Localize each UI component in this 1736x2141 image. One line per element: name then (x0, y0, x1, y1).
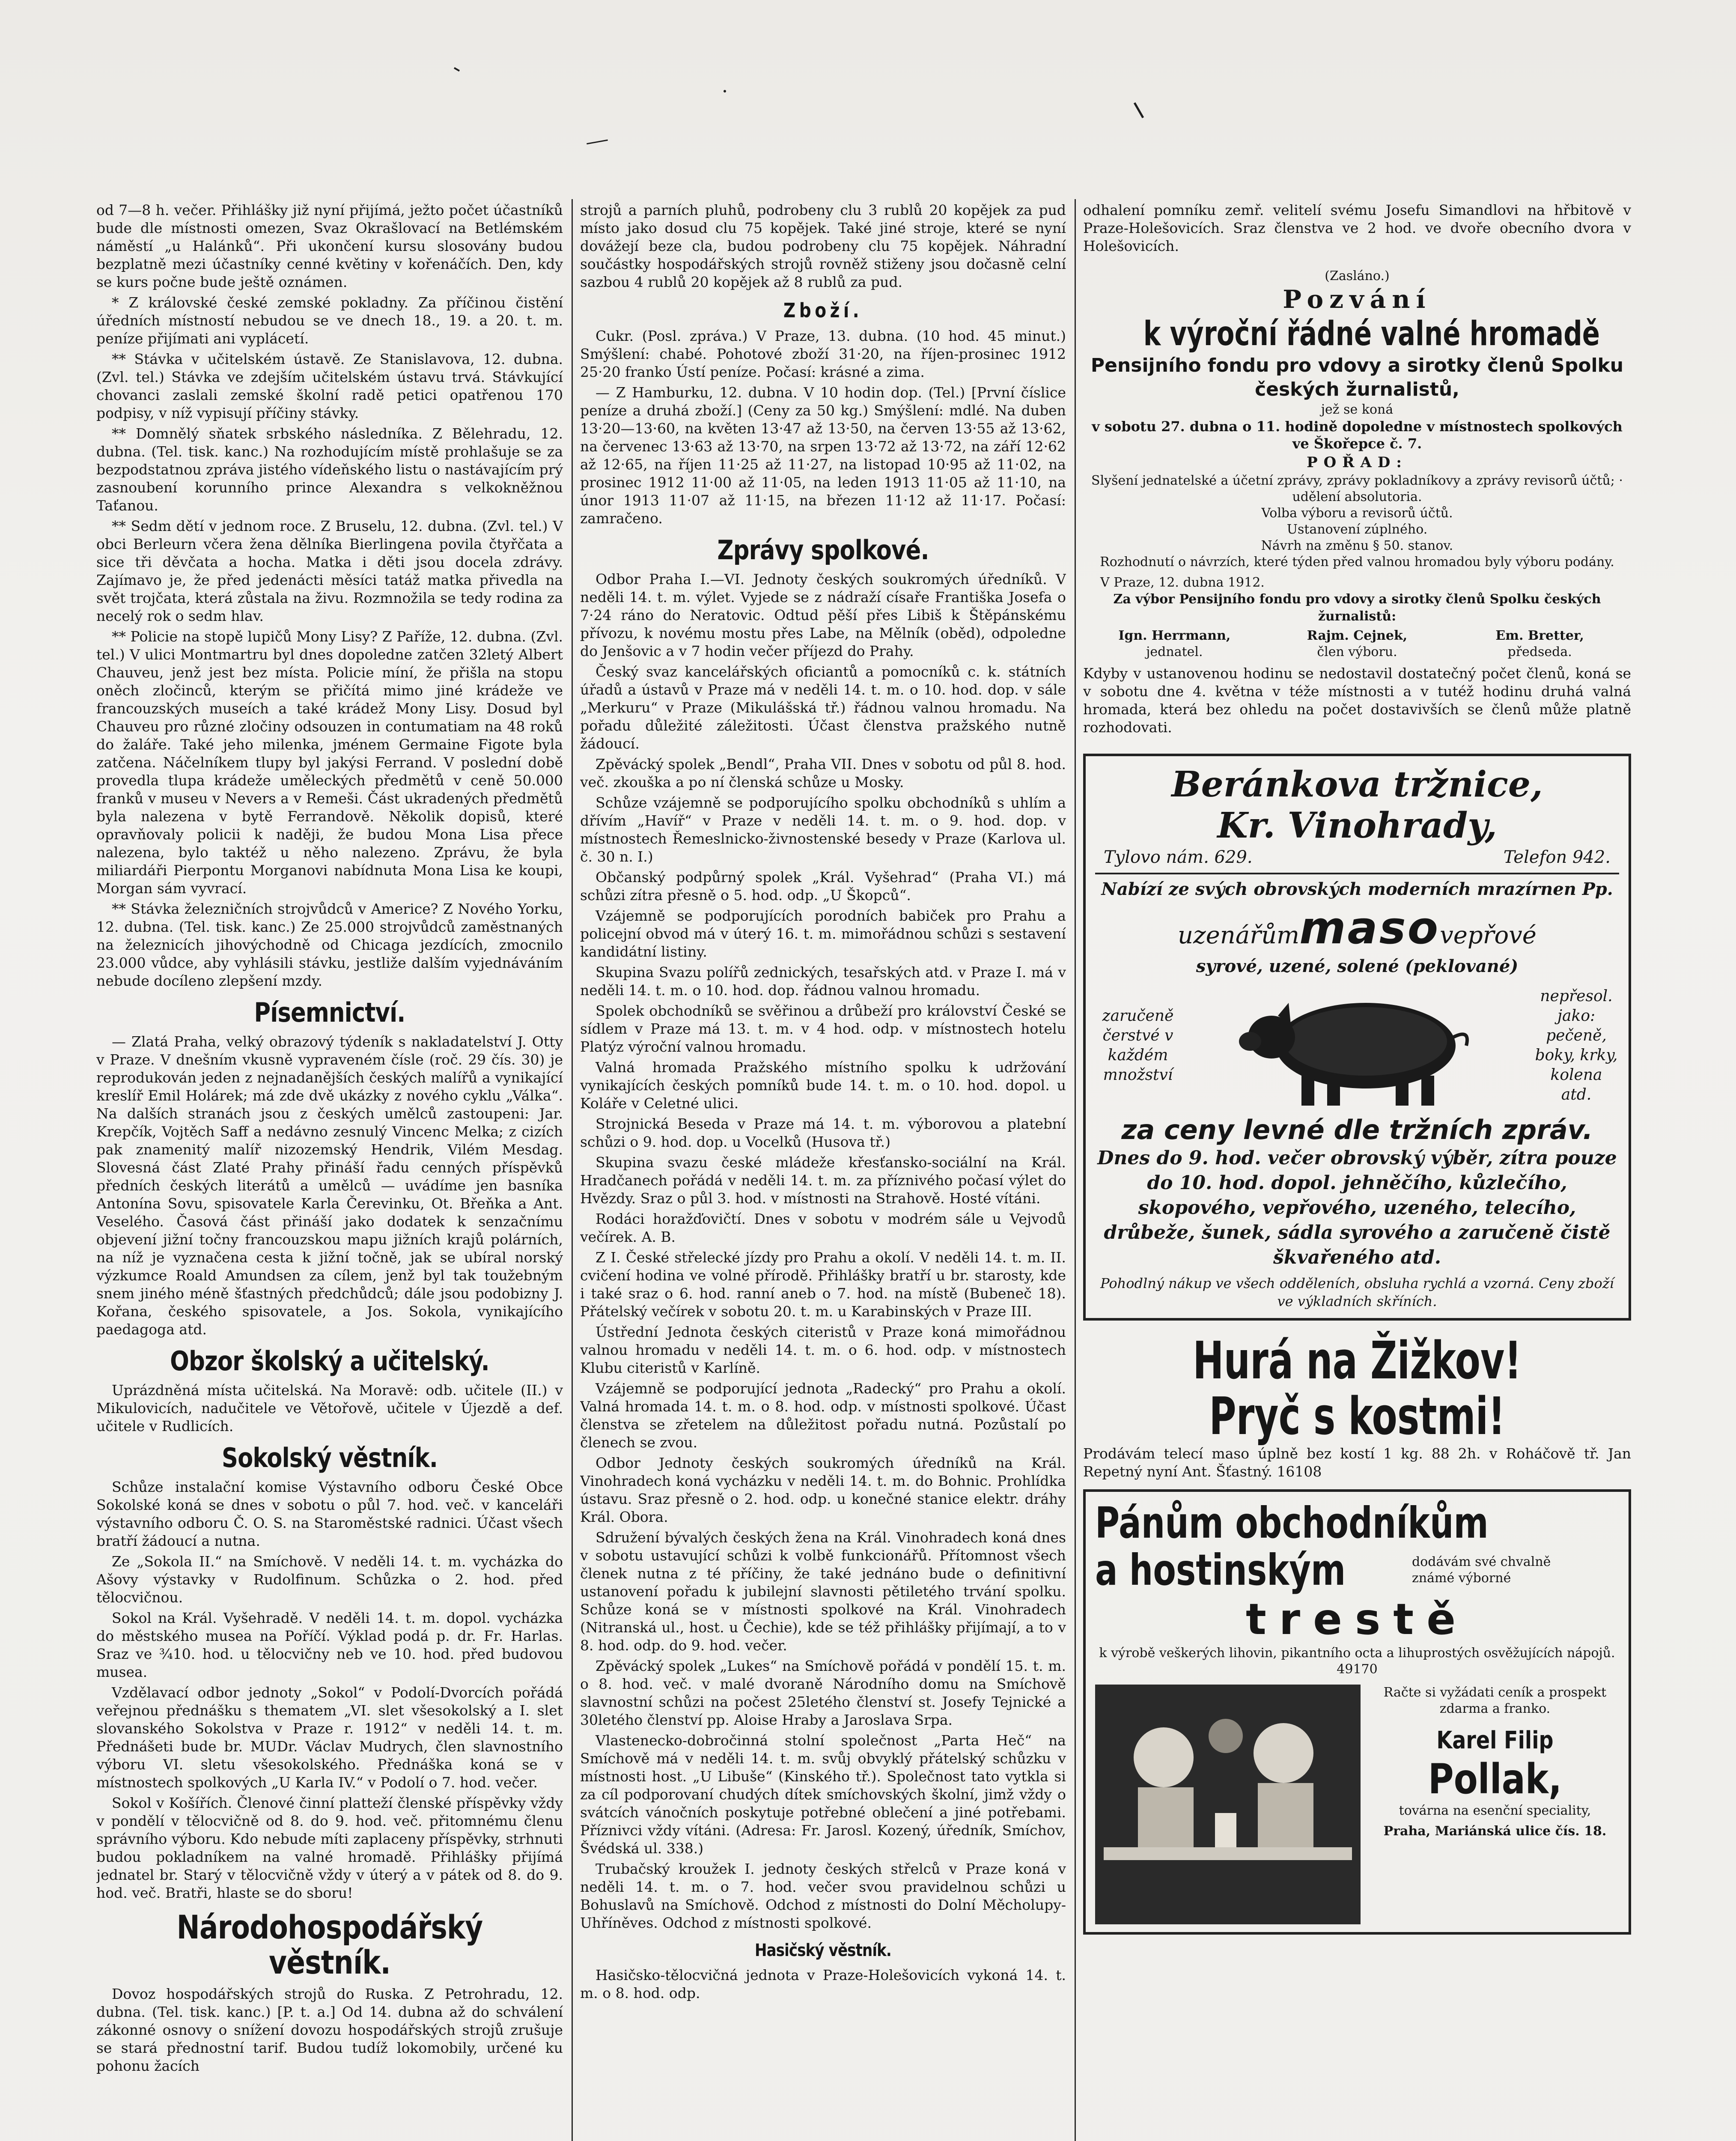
ad-right-text: nepřesol. jako: pečeně, boky, krky, kolena atd. (1535, 987, 1618, 1103)
notice-signers (1083, 628, 1631, 660)
club-notice: Trubačský kroužek I. jednoty českých střelců v Praze koná v neděli 14. t. m. o 7. hod. večer svou pravidelnou schůzi u Bohuslavů na Smíchově. Odchod z místnosti do Dolní Měcholupy-Uhříněves. Odchod z místnosti spolkové. (580, 1861, 1066, 1931)
agenda-item: Ustanovení zúplného. (1286, 522, 1428, 537)
club-notice: Valná hromada Pražského místního spolku k udržování vynikajících českých pomníků bude 14. t. m. o 10. hod. dopol. u Koláře v Celetné ulici. (580, 1059, 1066, 1112)
market-report: Cukr. (Posl. zpráva.) V Praze, 13. dubna. (10 hod. 45 minut.) Smýšlení: chabé. Pohotové zboží 31·20, na říjen-prosinec 1912 25·20 franko Ústí peníze. Počasí: krásné a zima. (580, 328, 1066, 380)
ad-pollak-info (1361, 1685, 1619, 1924)
ad-zizkov-line2: Pryč s kostmi! (1209, 1387, 1505, 1446)
club-notice: Schůze vzájemně se podporujícího spolku obchodníků s uhlím a dřívím „Havíř“ v Praze v neděli 14. t. m. o 9. hod. dop. v místnostech Řemeslnicko-živnostenské besedy v Praze (Karlova ul. č. 30 n. I.) (580, 794, 1066, 865)
signer-role: jednatel. (1146, 644, 1203, 659)
club-notice: Zpěvácký spolek „Lukes“ na Smíchově pořádá v pondělí 15. t. m. o 8. hod. več. v malé dvoraně Národního domu na Smíchově slavnostní schůzi na počest 25letého členství st. Josefy Tejnické a 30letého členství pp. Aloise Hraby a Jaroslava Srpa. (580, 1658, 1066, 1728)
article-text: — Zlatá Praha, velký obrazový týdeník s nakladatelství J. Otty v Praze. V dnešním vkusně vypraveném čísle (roč. 29 čís. 30) je reprodukován jeden z nejnadanějších českých malířů a vynikající kreslíř Emil Holárek; má zde dvě ukázky z nového cyklu „Válka“. Na dalších stranách jsou z českých umělců zastoupeni: Jar. Krepčík, Vojtěch Saff a nedávno zesnulý Vincenc Melka; z cizích pak znamenitý malíř nizozemský Hendrik, Vilém Mesdag. Slovesná část Zlaté Prahy přináší řadu cenných příspěvků předních českých literátů a umělců — uvádíme jen basníka Antonína Sovu, spisovatele Karla Čerevinku, Ot. Břeňka a Ant. Veselého. Časová část přináší jako dodatek k senzačnímu objevení jižní točny francouzskou mapu jižních krajů polárních, na níž je vyznačena cesta k jižní točně, jak se ubíral norský výzkumce Roald Amundsen za cílem, jenž byl tak toužebným snem jiného méně šťastných předchůdců; dále jsou podobizny J. Kořana, českého spisovatele, a Jos. Sokola, vynikajícího paedagoga atd. (96, 1033, 563, 1338)
ad-uzenarum: uzenářům (1178, 921, 1300, 949)
ad-market-name: Beránkova tržnice, (1171, 764, 1543, 805)
ad-veprove: vepřové (1440, 921, 1536, 949)
club-notice: Sdružení bývalých českých žena na Král. Vinohradech koná dnes v sobotu ustavující schůzi k volbě funkcionářů. Přítomnost všech členek nutna z té příčiny, že také jednáno bude o definitivní ustanovení pořadu k jubilejní slavnosti pětiletého trvání spolku. Schůze koná se v místnosti spolkové na Král. Vinohradech (Nitranská ul., host. u Čechie), kde se též přihlášky přijímají, a to v 8. hod. odp. do 9. hod. večer. (580, 1529, 1066, 1654)
ad-address: Tylovo nám. 629. (1104, 847, 1253, 867)
ad-zizkov-body: Prodávám telecí maso úplně bez kostí 1 kg. 88 2h. v Roháčově tř. Jan Repetný nyní Ant. Šťastný. 16108 (1083, 1445, 1631, 1480)
ad-offer: Dnes do 9. hod. večer obrovský výběr, zítra pouze do 10. hod. dopol. jehněčího, kůzlečího, skopového, vepřového, uzeného, telecího, drůbeže, šunek, sádla syrového a zaručeně čistě škvařeného atd. (1097, 1147, 1617, 1268)
club-notice: Spolek obchodníků se svěřinou a drůbeží pro království České se sídlem v Praze má 13. t. m. v 4 hod. odp. v místnostech hotelu Platýz výroční valnou hromadu. (580, 1002, 1066, 1055)
ad-slogan: za ceny levné dle tržních zpráv. (1121, 1114, 1593, 1145)
notice-pozvani: Pozvání (1283, 285, 1432, 314)
news-item: * Z královské české zemské pokladny. Za příčinou čistění úředních místností nebudou se ve dnech 18., 19. a 20. t. m. peníze přijímati ani vyplácetí. (96, 294, 563, 347)
ad-meat-line (1095, 902, 1619, 954)
club-notice: Strojnická Beseda v Praze má 14. t. m. výborovou a platební schůzi o 9. hod. dop. u Vocelků (Husova tř.) (580, 1115, 1066, 1150)
club-notice: Odbor Praha I.—VI. Jednoty českých soukromých úředníků. V neděli 14. t. m. výlet. Vyjede se z nádraží císaře Františka Josefa o 7·24 ráno do Neratovic. Odtud pěší přes Libiš k Štěpánskému přívozu, k novému mostu přes Labe, na Mělník (oběd), odpoledne do Jenšovic a v 7 hodin večer příjezd do Prahy. (580, 571, 1066, 659)
ad-left-text: zaručeně čerstvé v každém množství (1102, 1007, 1174, 1084)
ad-pollak-side: dodávám své chvalně známé výborné (1412, 1554, 1551, 1586)
signer-name: Ign. Herrmann, (1118, 628, 1231, 643)
ad-pollak-body: k výrobě veškerých lihovin, pikantního octa a lihuprostých osvěžujících nápojů. 49170 (1099, 1646, 1615, 1677)
agenda-item: Návrh na změnu § 50. stanov. (1261, 538, 1453, 553)
advertisement-pollak (1083, 1489, 1631, 1935)
ad-maso: maso (1299, 902, 1440, 954)
column-3 (1083, 201, 1631, 2141)
section-heading: Národohospodářský věstník. (176, 1908, 483, 1981)
ad-market-place: Kr. Vinohrady, (1217, 805, 1497, 846)
notice-when: v sobotu 27. dubna o 11. hodině dopoledne v místnostech spolkových ve Škořepce č. 7. (1092, 418, 1623, 452)
scan-mark (587, 140, 608, 145)
article-text: strojů a parních pluhů, podrobeny clu 3 rublů 20 kopějek za pud místo jako dosud clu 75 kopějek. Také jiné stroje, které se nyní dovážejí beze cla, budou podrobeny clu 75 kopějek. Náhradní součástky hospodářských strojů rovněž stiženy jsou dočasně celní sazbou 4 rublů 20 kopějek až 8 rublů za pud. (580, 202, 1066, 290)
notice-title: k výroční řádné valné hromadě (1143, 315, 1600, 353)
notice-signoff: Za výbor Pensijního fondu pro vdovy a sirotky členů Spolku českých žurnalistů: (1113, 592, 1601, 624)
section-heading: Obzor školský a učitelský. (170, 1345, 489, 1377)
club-notice: Občanský podpůrný spolek „Král. Vyšehrad“ (Praha VI.) má schůzi zítra přesně o 5. hod. odp. „U Škopců“. (580, 869, 1066, 904)
club-notice: Hasičsko-tělocvičná jednota v Praze-Holešovicích vykoná 14. t. m. o 8. hod. odp. (580, 1967, 1066, 2001)
notice-porad: POŘAD: (1307, 454, 1408, 471)
club-notice: Z I. České střelecké jízdy pro Prahu a okolí. V neděli 14. t. m. II. cvičení hodina ve volné přírodě. Přihlášky bratří u br. starosty, kde i také sraz o 6. hod. ranní aneb o 7. hod. na místě (Bubeneč 18). Přátelský večírek v sobotu 20. t. m. u Karabinských v Praze III. (580, 1249, 1066, 1320)
news-item: Sokol v Košířích. Členové činní platteží členské příspěvky vždy v pondělí v tělocvičně od 8. do 9. hod. več. přitomnému členu správního výboru. Kdo nebude míti zaplaceny příspěvky, strhnuti budou pokladníkem na valné hromadě. Přihlášky přijímá jednatel br. Starý v tělocvičně vždy v úterý a v pátek od 8. do 9. hod. več. Bratři, hlaste se do sboru! (96, 1795, 563, 1901)
notice-fund: Pensijního fondu pro vdovy a sirotky členů Spolku českých žurnalistů, (1090, 355, 1624, 400)
section-heading: Sokolský věstník. (221, 1442, 438, 1473)
column-rule (1075, 199, 1076, 2141)
column-1 (96, 201, 563, 2141)
ad-pollak-row (1095, 1547, 1619, 1594)
news-item: Sokol na Král. Vyšehradě. V neděli 14. t. m. dopol. vycházka do městského musea na Poříčí. Výklad podá p. dr. Fr. Harlas. Sraz ve ¾10. hod. u tělocvičny neb ve 10. hod. před budovou musea. (96, 1610, 563, 1680)
column-rule (572, 199, 573, 2141)
news-item: ** Domnělý sňatek srbského následníka. Z Bělehradu, 12. dubna. (Tel. tisk. kanc.) Na rozhodujícím místě prohlašuje se za bezpodstatnou zpráva jistého vídeňského listu o nastávajícím prý zasnoubení korunního prince Alexandra s velkokněžnou Taťanou. (96, 425, 563, 514)
club-notice: Skupina Svazu polířů zednických, tesařských atd. v Praze I. má v neděli 14. t. m. o 10. hod. dop. řádnou valnou hromadu. (580, 964, 1066, 999)
club-notice: Vzájemně se podporující jednota „Radecký“ pro Prahu a okolí. Valná hromada 14. t. m. o 8. hod. odp. v místnosti spolkové. Účast členstva se zřetelem na důležitost pořadu nutná. Pozůstalí po členech se zvou. (580, 1380, 1066, 1451)
signer-name: Rajm. Cejnek, (1307, 628, 1408, 643)
meeting-notice (1083, 268, 1631, 737)
ad-pollak-line2: a hostinským (1095, 1545, 1346, 1595)
club-notice: Vzájemně se podporujících porodních babiček pro Prahu a policejní obvod má v úterý 16. t. m. mimořádnou schůzi s sestavení kandidátní listiny. (580, 907, 1066, 960)
news-item: ** Stávka v učitelském ústavě. Ze Stanislavova, 12. dubna. (Zvl. tel.) Stávka ve zdejším učitelském ústavu trvá. Stávkující chovanci zaslali zemské školní radě petici opatřenou 170 podpisy, v níž vypisují příčiny stávky. (96, 351, 563, 421)
signer-name: Em. Bretter, (1495, 628, 1584, 643)
ad-contact-row (1095, 846, 1619, 868)
club-notice: Český svaz kancelářských oficiantů a pomocníků c. k. státních úřadů a ústavů v Praze má v neděli 14. t. m. o 10. hod. dop. v sále „Merkuru“ v Praze (Mikulášská tř.) řádnou valnou hromadu. Na pořadu důležité záležitosti. Účast členstva pražského nutně žádoucí. (580, 663, 1066, 752)
club-notice: Vlastenecko-dobročinná stolní společnost „Parta Heč“ na Smíchově má v neděli 14. t. m. svůj obvyklý přátelský schůzku v místnosti host. „U Libuše“ (Kinského tř.). Společnost tato vytkla si za cíl podporovaní chudých dítek smíchovských školní, jimž vždy o svátcích vánočních poskytuje potřebné oblečení a jiné potřebami. Příznivci vždy vítáni. (Adresa: Fr. Jarosl. Kozený, úředník, Smíchov, Švédská ul. 338.) (580, 1732, 1066, 1857)
market-report: — Z Hamburku, 12. dubna. V 10 hodin dop. (Tel.) [První číslice peníze a druhá zboží.] (Ceny za 50 kg.) Smýšlení: mdlé. Na duben 13·20—13·60, na květen 13·47 až 13·50, na červen 13·55 až 13·62, na červenec 13·63 až 13·70, na srpen 13·72 až 13·72, na září 12·62 až 12·65, na říjen 11·25 až 11·27, na listopad 10·95 až 11·02, na prosinec 1912 11·00 až 11·05, na leden 1913 11·05 až 11·10, na únor 1913 11·07 až 11·15, na březen 11·12 až 11·17. Počasí: zamračeno. (580, 384, 1066, 527)
article-text: Dovoz hospodářských strojů do Ruska. Z Petrohradu, 12. dubna. (Tel. tisk. kanc.) [P. t. a.] Od 14. dubna až do schválení zákonné osnovy o snížení dovozu hospodářských strojů zrušuje se stará přednostní tarif. Budou tudíž lokomobily, určené ku pohonu žacích (96, 1986, 563, 2074)
signer-role: člen výboru. (1317, 644, 1397, 659)
ad-pollak-tresti: trestě (1245, 1594, 1469, 1644)
club-notice: Ústřední Jednota českých citeristů v Praze koná mimořádnou valnou hromadu v neděli 14. t. m. o 6. hod. odp. v místnostech Klubu citeristů v Karlíně. (580, 1324, 1066, 1376)
notice-footnote: Kdyby v ustanovenou hodinu se nedostavil dostatečný počet členů, koná se v sobotu dne 4. května v téže místnosti a v tutéž hodinu druhá valná hromada, která bez ohledu na počet dostavivších se členů může platně rozhodovati. (1083, 665, 1631, 736)
news-item: Ze „Sokola II.“ na Smíchově. V neděli 14. t. m. vycházka do Ašovy výstavky v Rudolfinum. Schůzka o 2. hod. před tělocvičnou. (96, 1553, 563, 1606)
scan-mark (1134, 102, 1144, 118)
club-notice: Zpěvácký spolek „Bendl“, Praha VII. Dnes v sobotu od půl 8. hod. več. zkouška a po ní členská schůze u Mosky. (580, 756, 1066, 790)
section-heading: Zprávy spolkové. (717, 534, 929, 566)
signer (1448, 628, 1631, 660)
section-heading: Hasičský věstník. (755, 1941, 891, 1960)
ad-zizkov-line1: Hurá na Žižkov! (1193, 1331, 1522, 1391)
pig-icon (1237, 981, 1477, 1110)
signer (1083, 628, 1266, 660)
ad-pollak-cennik: Račte si vyžádati ceník a prospekt zdarma a franko. (1383, 1685, 1607, 1716)
ad-pollak-firm1: Karel Filip (1436, 1727, 1554, 1754)
advertisement-zizkov (1083, 1333, 1631, 1481)
news-item: ** Sedm dětí v jednom roce. Z Bruselu, 12. dubna. (Zvl. tel.) V obci Berleurn včera žena dělníka Bierlingena povila čtyřčata a sice tři děvčata a hocha. Matka i děti jsou docela zdrávy. Zajímavo je, že před jedenácti měsíci tatáž matka přivedla na svět trojčata, která zůstala na živu. Rozmnožila se tedy rodina za necelý rok o sedm hlav. (96, 518, 563, 624)
article-text: od 7—8 h. večer. Přihlášky již nyní přijímá, ježto počet účastníků bude dle místnosti omezen, Svaz Okrašlovací na Betlémském náměstí „u Halánků“. Při ukončení kursu slosovány budou bezplatně mezi účastníky cenné květiny v kořenáčích. Den, kdy se kurs počne bude ještě oznámen. (96, 202, 563, 290)
ad-footer: Pohodlný nákup ve všech odděleních, obsluha rychlá a vzorná. Ceny zboží ve výkladních skříních. (1100, 1275, 1614, 1309)
ad-pollak-firm4: Praha, Mariánská ulice čís. 18. (1383, 1824, 1607, 1839)
news-item: Schůze instalační komise Výstavního odboru České Obce Sokolské koná se dnes v sobotu o půl 7. hod. več. v kanceláři výstavního odboru Č. O. S. na Staroměstské radnici. Účast všech bratří žádoucí a nutna. (96, 1479, 563, 1549)
section-heading: Písemnictví. (254, 997, 405, 1028)
ad-pig-row (1095, 981, 1619, 1110)
ad-intro: Nabízí ze svých obrovských moderních mrazírnen Pp. (1101, 879, 1613, 899)
club-notice: Odbor Jednoty českých soukromých úředníků na Král. Vinohradech koná vycházku v neděli 14. t. m. do Bohnic. Prohlídka ústavu. Sraz přesně o 2. hod. odp. u konečné stanice elektr. dráhy Král. Obora. (580, 1455, 1066, 1525)
news-item: Vzdělavací odbor jednoty „Sokol“ v Podolí-Dvorcích pořádá veřejnou přednášku s thematem „VI. slet všesokolský a I. slet slovanského Sokolstva v Praze r. 1912“ v neděli 14. t. m. Přednášeti bude br. MUDr. Václav Mudrych, člen slavnostního výboru VI. sletu všesokolského. Přednáška koná se v místnostech spolkových „U Karla IV.“ v Podolí o 7. hod. večer. (96, 1684, 563, 1791)
scan-mark (724, 90, 726, 92)
advertisement-market (1083, 754, 1631, 1321)
section-heading: Zboží. (783, 299, 863, 322)
ad-phone: Telefon 942. (1503, 847, 1611, 867)
news-item: ** Stávka železničních strojvůdců v Americe? Z Nového Yorku, 12. dubna. (Tel. tisk. kanc.) Ze 25.000 strojvůdců zaměstnaných na železnicích jihovýchodně od Chicaga jezdících, zmocnilo 23.000 vůdce, aby vyhlásili stávku, jestliže dalším vyjednáváním nebude docíleno zlepšení mzdy. (96, 901, 563, 989)
notice-kona: jež se koná (1321, 402, 1394, 417)
signer (1266, 628, 1449, 660)
ad-kinds: syrové, uzené, solené (peklované) (1196, 956, 1519, 976)
ad-pollak-firm3: továrna na esenční speciality, (1399, 1803, 1591, 1818)
club-notice: Skupina svazu české mládeže křesťansko-sociální na Král. Hradčanech pořádá v neděli 14. t. m. za příznivého počasí výlet do Hvězdy. Sraz o půl 3. hod. v místnosti na Strahově. Hosté vítáni. (580, 1154, 1066, 1207)
ad-pollak-firm2: Pollak, (1428, 1755, 1562, 1803)
scan-mark (454, 67, 460, 72)
ad-pollak-line1: Pánům obchodníkům (1095, 1498, 1489, 1548)
article-text: Uprázdněná místa učitelská. Na Moravě: odb. učitele (II.) v Mikulovicích, nadučitele ve Větořově, učitele v Újezdě a def. učitele v Rudlicích. (96, 1382, 563, 1434)
zaslano-label: (Zasláno.) (1325, 268, 1390, 283)
column-2 (580, 201, 1066, 2141)
signer-role: předseda. (1507, 644, 1572, 659)
agenda-item: Rozhodnutí o návrzích, které týden před valnou hromadou byly výboru podány. (1100, 555, 1614, 570)
agenda-item: Volba výboru a revisorů účtů. (1261, 506, 1453, 521)
ad-pollak-bottom (1095, 1685, 1619, 1924)
article-text: odhalení pomníku zemř. velitelí svému Josefu Simandlovi na hřbitově v Praze-Holešovicích. Sraz členstva ve 2 hod. ve dvoře obecního dvora v Holešovicích. (1083, 202, 1631, 254)
agenda-item: Slyšení jednatelské a účetní zprávy, zprávy pokladníkovy a zprávy revisorů účtů; · udělení absolutoria. (1091, 473, 1623, 504)
news-item: ** Policie na stopě lupičů Mony Lisy? Z Paříže, 12. dubna. (Zvl. tel.) V ulici Montmartru byl dnes dopoledne zatčen 32letý Albert Chauveu, jenž jest bez místa. Policie míní, že přišla na stopu oněch zločinců, kterým se přičítá mimo jiné krádeže ve francouzských museích a také krádež Mony Lisy. Dosud byl Chauveu pro různé zločiny odsouzen in contumatiam na 48 roků do žaláře. Také jeho milenka, jménem Germaine Figote byla zatčena. Náčelníkem tlupy byl jakýsi Ferrand. V poslední době provedla tlupa krádeže uměleckých předmětů v ceně 50.000 franků v museu v Nevers a v Remeši. Část ukradených předmětů byla nalezena v bytě Ferrandově. Několik dopisů, které opravňovaly policii k naději, že budou Mona Lisa přece nalezena, bylo taktéž u něho nalezeno. Zprávu, že byla miliardáři Pierpontu Morganovi nabídnuta Mona Lisa ke koupi, Morgan sám vyvrací. (96, 628, 563, 897)
notice-date: V Praze, 12. dubna 1912. (1100, 575, 1265, 590)
drinking-scene-icon (1095, 1685, 1361, 1924)
club-notice: Rodáci horažďovičtí. Dnes v sobotu v modrém sále u Vejvodů večírek. A. B. (580, 1211, 1066, 1245)
